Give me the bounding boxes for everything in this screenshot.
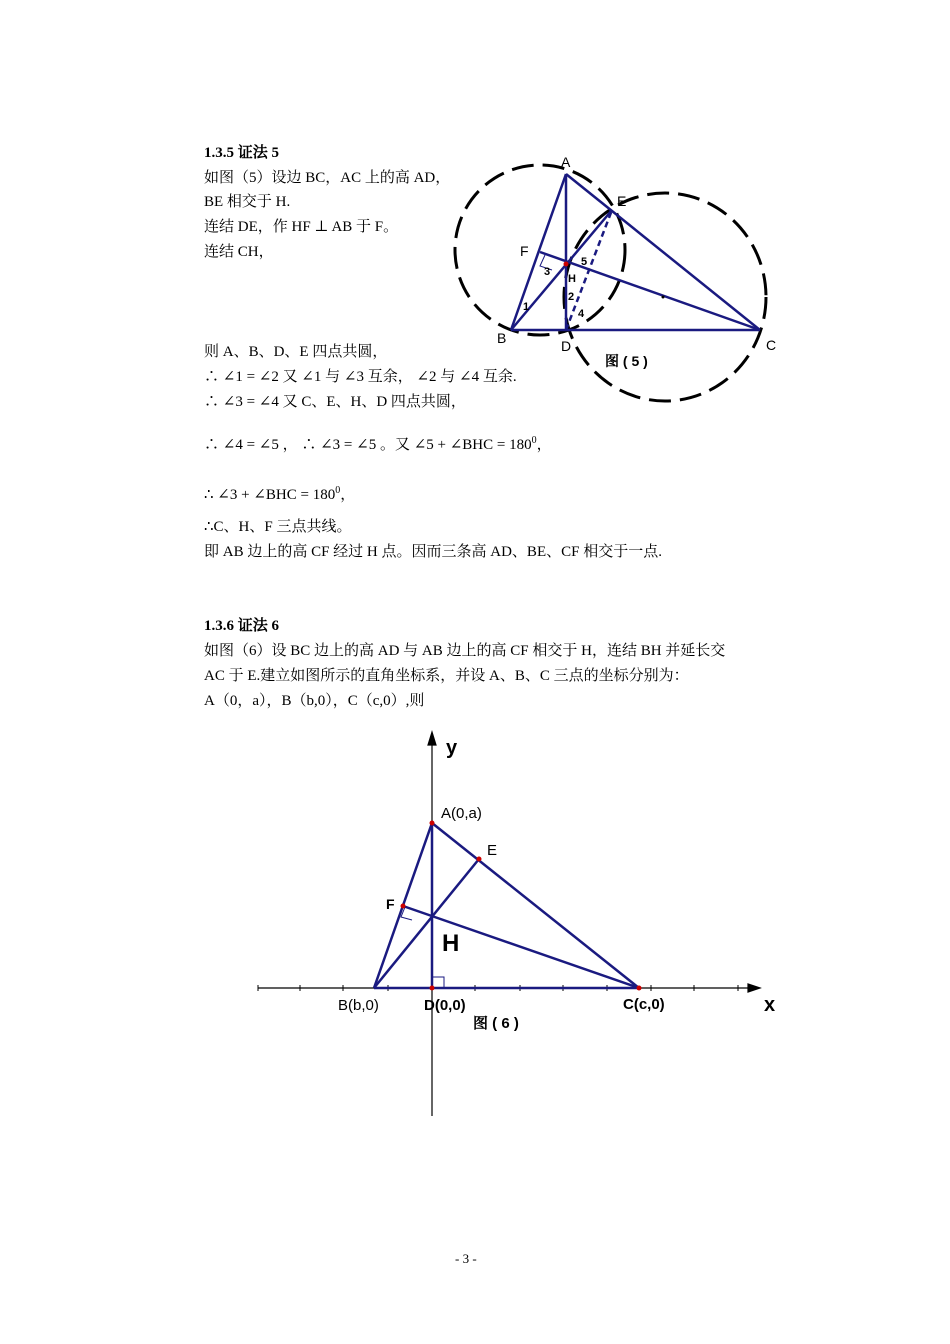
section5-line-8-text: ∴ ∠4 = ∠5 ， ∴ ∠3 = ∠5 。又 ∠5 + ∠BHC = 180	[204, 437, 532, 453]
section5-line-5: 则 A、B、D、E 四点共圆，	[204, 344, 388, 360]
section5-line-10: ∴C、H、F 三点共线。	[204, 519, 352, 535]
label-f: F	[520, 243, 529, 259]
point-c-dot	[637, 986, 642, 991]
label-angle-3: 3	[544, 266, 551, 278]
label-e: E	[617, 193, 627, 209]
label-h: H	[568, 273, 576, 285]
y-axis-arrow	[428, 732, 436, 745]
label-angle-1: 1	[523, 301, 530, 313]
label-x: x	[764, 994, 776, 1016]
x-axis-arrow	[748, 984, 760, 992]
section5-line-4: 连结 CH，	[204, 244, 274, 260]
section6-heading: 1.3.6 证法 6	[204, 618, 280, 634]
point-d-dot	[430, 986, 435, 991]
label-h: H	[442, 930, 460, 957]
section6-line-2: AC 于 E.建立如图所示的直角坐标系，并设 A、B、C 三点的坐标分别为：	[204, 668, 689, 684]
section6-line-1: 如图（6）设 BC 边上的高 AD 与 AB 边上的高 CF 相交于 H，连结 BH 并延长交	[204, 643, 726, 659]
section6-line-3: A（0，a），B（b,0），C（c,0）,则	[204, 693, 425, 709]
degree-tail-1: ，	[536, 437, 552, 453]
degree-sup-1: 0	[531, 435, 537, 446]
label-c: C(c,0)	[623, 996, 665, 1013]
page-number: - 3 -	[455, 1251, 477, 1266]
fig5-caption: 图 ( 5 )	[605, 353, 648, 369]
degree-tail-2: ，	[340, 487, 356, 503]
section5-line-2: BE 相交于 H.	[204, 194, 291, 210]
label-b: B	[497, 330, 507, 346]
label-angle-2: 2	[568, 291, 575, 303]
altitude-cf	[403, 906, 639, 988]
point-e-dot	[477, 857, 482, 862]
section5-line-6: ∴ ∠1 = ∠2 又 ∠1 与 ∠3 互余， ∠2 与 ∠4 互余.	[204, 369, 517, 385]
point-a-dot	[430, 821, 435, 826]
section5-line-3: 连结 DE，作 HF ⊥ AB 于 F。	[204, 219, 399, 235]
label-a: A	[561, 154, 571, 170]
label-y: y	[446, 737, 458, 759]
fig6-caption: 图 ( 6 )	[473, 1015, 519, 1032]
label-b: B(b,0)	[338, 997, 379, 1014]
label-a: A(0,a)	[441, 805, 482, 822]
label-d: D	[561, 338, 572, 354]
degree-sup-2: 0	[335, 485, 341, 496]
section5-line-7: ∴ ∠3 = ∠4 又 C、E、H、D 四点共圆，	[204, 394, 466, 410]
label-f: F	[386, 896, 395, 912]
label-angle-5: 5	[581, 256, 588, 268]
segment-be	[374, 859, 479, 988]
section5-heading: 1.3.5 证法 5	[204, 145, 280, 161]
label-d: D(0,0)	[424, 997, 466, 1014]
section5-line-11: 即 AB 边上的高 CF 经过 H 点。因而三条高 AD、BE、CF 相交于一点.	[204, 544, 662, 560]
side-ac	[432, 823, 639, 988]
section5-line-1: 如图（5）设边 BC，AC 上的高 AD，	[204, 170, 451, 186]
label-angle-4: 4	[578, 308, 585, 320]
label-e: E	[487, 842, 498, 859]
point-f-dot	[401, 904, 406, 909]
label-c: C	[766, 337, 777, 353]
section5-line-9-text: ∴ ∠3 + ∠BHC = 180	[204, 487, 336, 503]
